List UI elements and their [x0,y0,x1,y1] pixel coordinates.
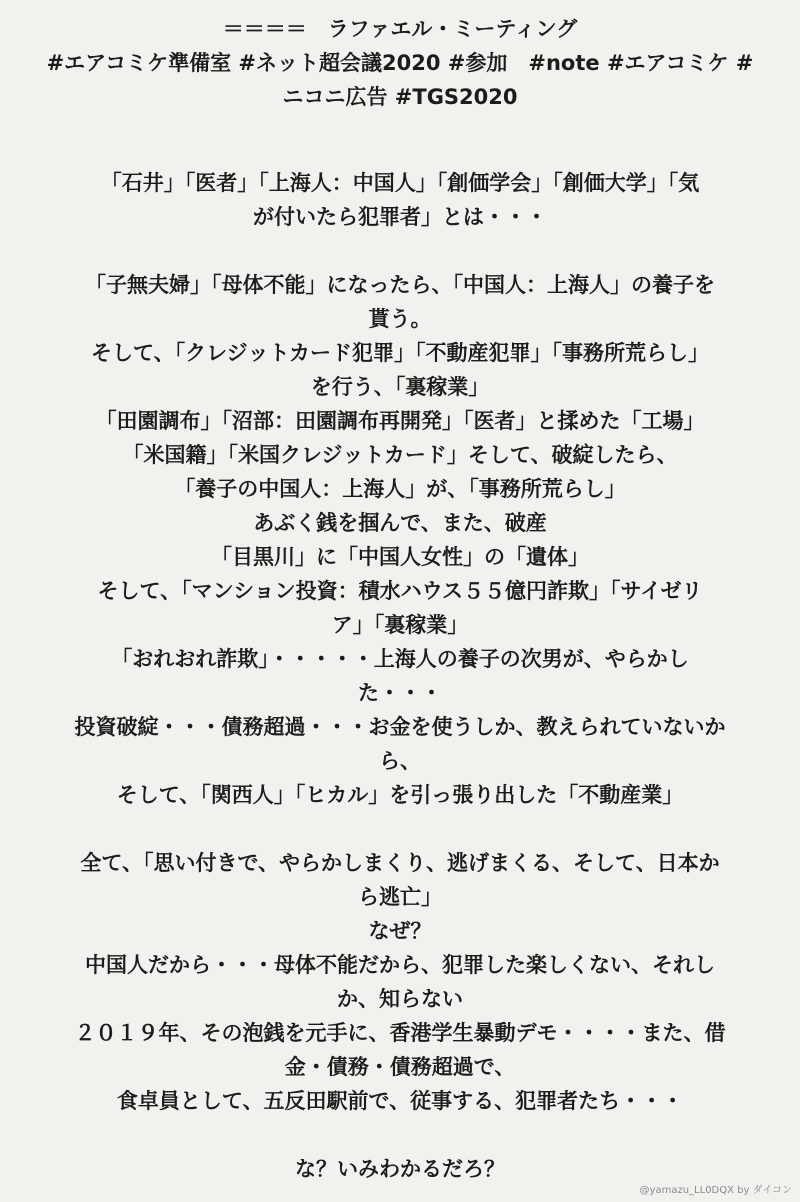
blank-line [20,234,780,268]
watermark-credit: @yamazu_LL0DQX by ダイコン [639,1185,792,1196]
body-line: 「田園調布」「沼部：田園調布再開発」「医者」と揉めた「工場」 [95,409,705,433]
body-line: ら逃亡」 [358,885,442,909]
body-line: 「養子の中国人：上海人」が、「事務所荒らし」 [174,477,626,501]
body-line: 「米国籍」「米国クレジットカード」そして、破綻したら、 [122,443,678,467]
body-line: 貰う。 [368,307,432,331]
body-line: 「石井」「医者」「上海人：中国人」「創価学会」「創価大学」「気 [100,171,700,195]
body-line: な？いみわかるだろ？ [295,1157,505,1181]
body-line: そして、「マンション投資：積水ハウス５５億円詐欺」「サイゼリ [97,579,703,603]
body-line: 金・債務・債務超過で、 [284,1055,516,1079]
body-line: 「おれおれ詐欺」・・・・・上海人の養子の次男が、やらかし [111,647,689,671]
body-line: ア」「裏稼業」 [331,613,469,637]
body-line: そして、「クレジットカード犯罪」「不動産犯罪」「事務所荒らし」 [91,341,709,365]
header-line: ニコニ広告 #TGS2020 [282,85,518,109]
body-line: 「目黒川」に「中国人女性」の「遺体」 [211,545,589,569]
header-line: #エアコミケ準備室 #ネット超会議2020 #参加 #note #エアコミケ # [46,51,754,75]
body-line: か、知らない [337,987,463,1011]
body-line: なぜ？ [368,919,432,943]
body-line: 全て、「思い付きで、やらかしまくり、逃げまくる、そして、日本か [80,851,720,875]
blank-line [20,812,780,846]
blank-line [20,1118,780,1152]
body-line: そして、「関西人」「ヒカル」を引っ張り出した「不動産業」 [116,783,684,807]
body-line: た・・・ [358,681,442,705]
body-line: ２０１９年、その泡銭を元手に、香港学生暴動デモ・・・・また、借 [74,1021,726,1045]
body-line: が付いたら犯罪者」とは・・・ [253,205,547,229]
header-line: ＝＝＝＝ ラファエル・ミーティング [222,17,578,41]
body-line: 投資破綻・・・債務超過・・・お金を使うしか、教えられていないか [74,715,726,739]
header-block [20,12,780,114]
body-line: ら、 [379,749,421,773]
body-line: 食卓員として、五反田駅前で、従事する、犯罪者たち・・・ [116,1089,684,1113]
body-line: 中国人だから・・・母体不能だから、犯罪した楽しくない、それし [85,953,715,977]
body-line: あぶく銭を掴んで、また、破産 [253,511,547,535]
body-line: 「子無夫婦」「母体不能」になったら、「中国人：上海人」の養子を [85,273,715,297]
body-line: を行う、「裏稼業」 [310,375,490,399]
body-text [20,166,780,1186]
